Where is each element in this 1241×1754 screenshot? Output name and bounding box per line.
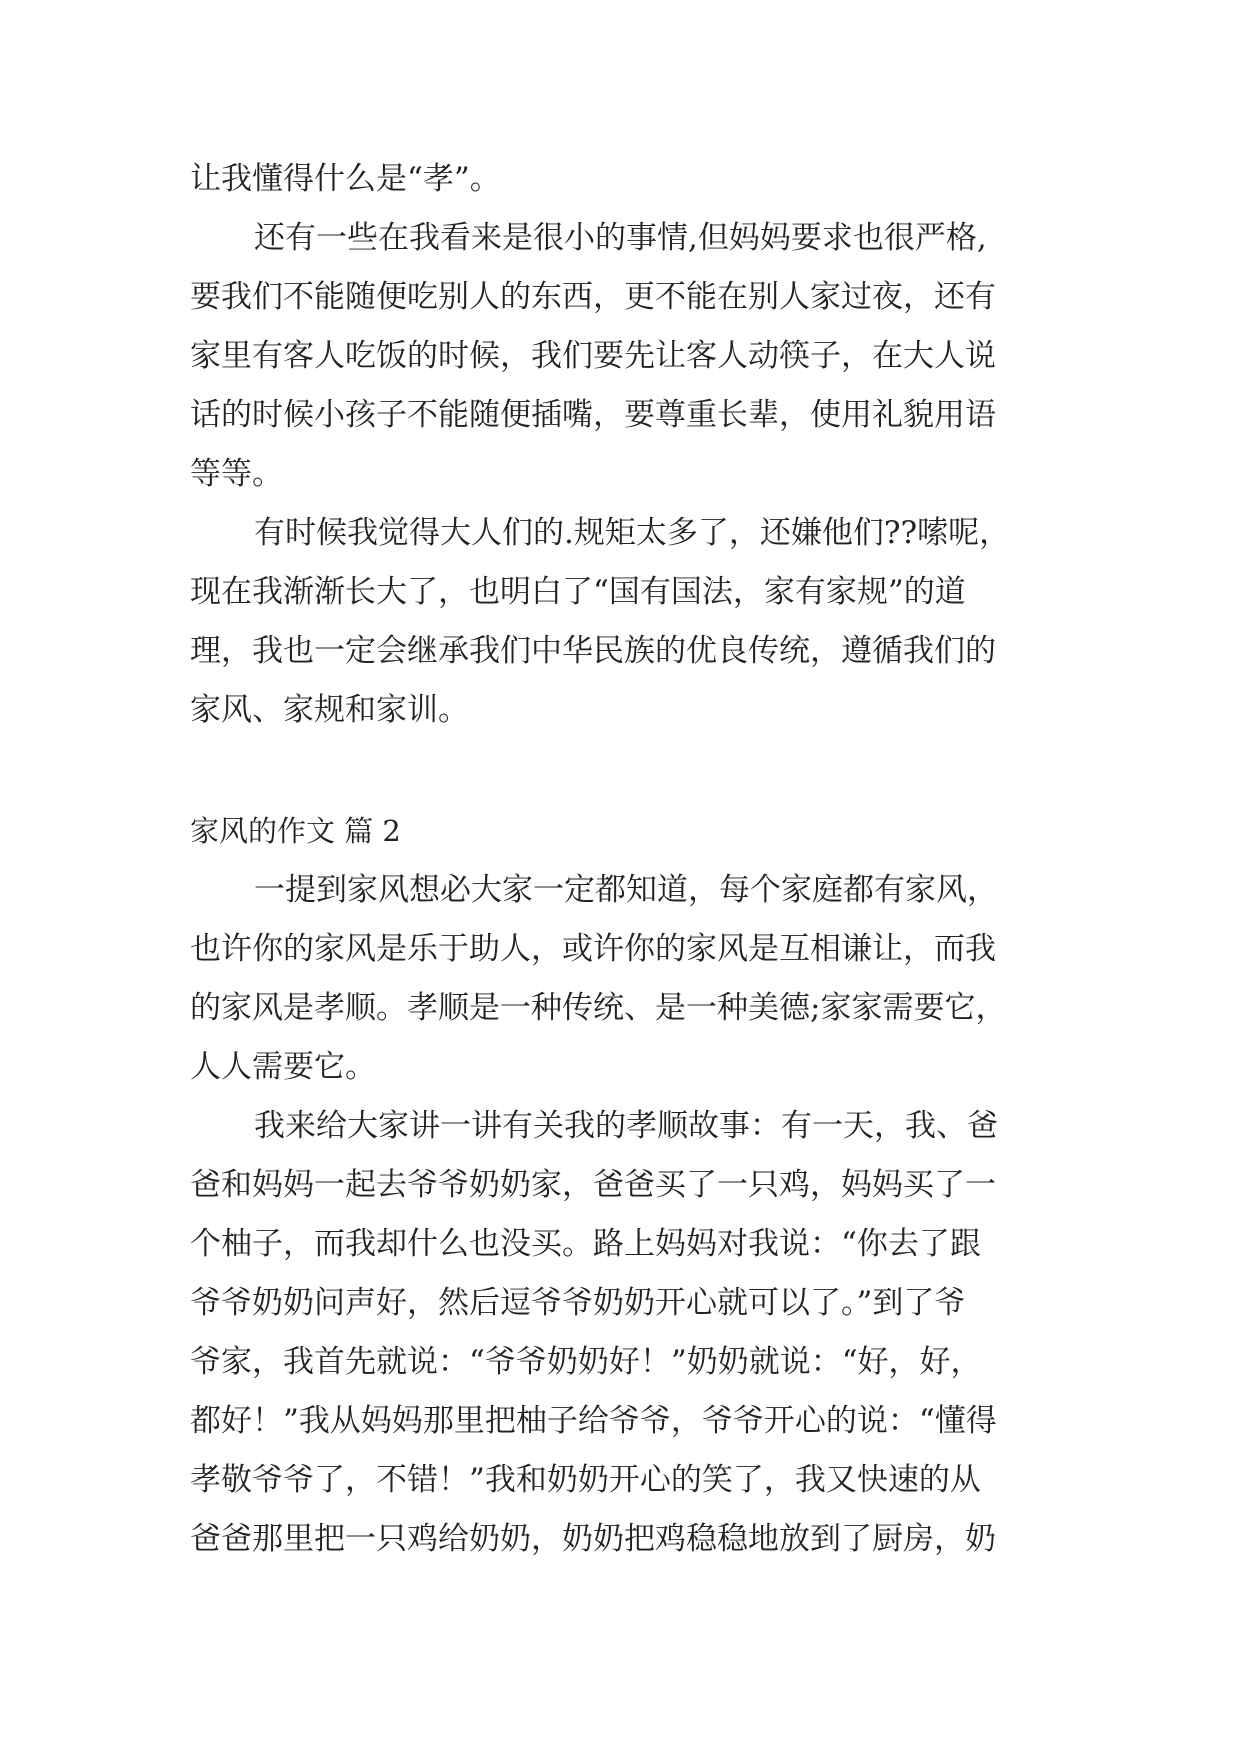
text-line: 爸爸那里把一只鸡给奶奶，奶奶把鸡稳稳地放到了厨房，奶 — [190, 1521, 996, 1557]
text-line: 爷家，我首先就说：“爷爷奶奶好！”奶奶就说：“好，好， — [190, 1344, 982, 1380]
text-line: 等等。 — [190, 456, 283, 492]
text-line: 还有一些在我看来是很小的事情,但妈妈要求也很严格, — [254, 220, 987, 256]
text-line: 一提到家风想必大家一定都知道，每个家庭都有家风， — [254, 872, 998, 908]
text-line: 让我懂得什么是“孝”。 — [190, 161, 501, 197]
text-line: 家风、家规和家训。 — [190, 692, 469, 728]
text-line: 要我们不能随便吃别人的东西，更不能在别人家过夜，还有 — [190, 279, 996, 315]
document-body — [190, 150, 1080, 1569]
text-line: 爸和妈妈一起去爷爷奶奶家，爸爸买了一只鸡，妈妈买了一 — [190, 1167, 996, 1203]
paragraph-story — [190, 1097, 1080, 1569]
text-line: 孝敬爷爷了，不错！”我和奶奶开心的笑了，我又快速的从 — [190, 1462, 981, 1498]
text-line: 有时候我觉得大人们的.规矩太多了，还嫌他们??嗦呢， — [254, 515, 1011, 551]
paragraph-reflection — [190, 504, 1080, 740]
text-line: 现在我渐渐长大了，也明白了“国有国法，家有家规”的道 — [190, 574, 966, 610]
text-line: 人人需要它。 — [190, 1049, 376, 1085]
paragraph-family-rules — [190, 209, 1080, 504]
text-line: 理，我也一定会继承我们中华民族的优良传统，遵循我们的 — [190, 633, 996, 669]
text-line: 爷爷奶奶问声好，然后逗爷爷奶奶开心就可以了。”到了爷 — [190, 1285, 966, 1321]
section-heading: 家风的作文 篇 2 — [190, 814, 401, 848]
paragraph-intro — [190, 861, 1080, 1097]
section-spacer — [190, 740, 1080, 802]
text-line: 我来给大家讲一讲有关我的孝顺故事：有一天，我、爸 — [254, 1108, 998, 1144]
text-line: 个柚子，而我却什么也没买。路上妈妈对我说：“你去了跟 — [190, 1226, 981, 1262]
text-line: 也许你的家风是乐于助人，或许你的家风是互相谦让，而我 — [190, 931, 996, 967]
paragraph-continuation — [190, 150, 1080, 209]
text-line: 都好！”我从妈妈那里把柚子给爷爷，爷爷开心的说：“懂得 — [190, 1403, 997, 1439]
text-line: 的家风是孝顺。孝顺是一种传统、是一种美德;家家需要它， — [190, 990, 1007, 1026]
text-line: 话的时候小孩子不能随便插嘴，要尊重长辈，使用礼貌用语 — [190, 397, 996, 433]
text-line: 家里有客人吃饭的时候，我们要先让客人动筷子，在大人说 — [190, 338, 996, 374]
